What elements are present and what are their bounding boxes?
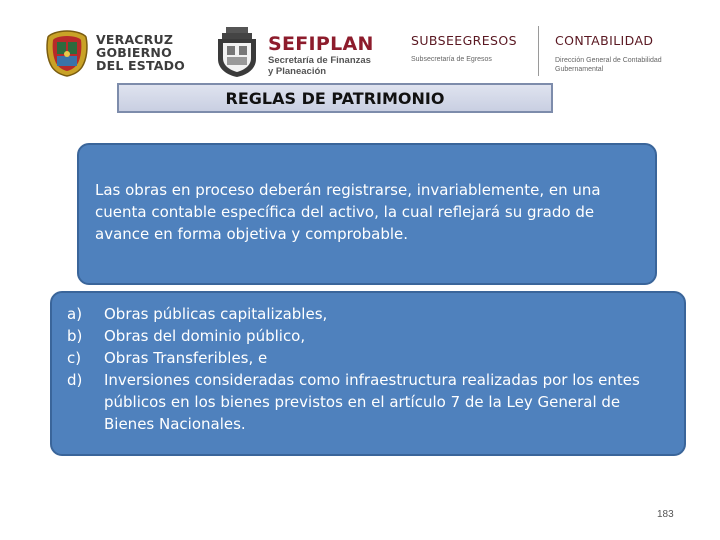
subseegresos-title: SUBSEEGRESOS <box>411 33 517 48</box>
sefiplan-subtitle <box>268 56 371 77</box>
list-item <box>67 369 668 435</box>
page-title: REGLAS DE PATRIMONIO <box>117 83 553 113</box>
veracruz-shield-logo <box>44 29 90 77</box>
sefiplan-shield-logo <box>212 25 262 79</box>
veracruz-line1: VERACRUZ <box>96 32 174 47</box>
subseegresos-subtitle: Subsecretaría de Egresos <box>411 56 492 63</box>
list-marker: c) <box>67 349 82 367</box>
contabilidad-sub-line1: Dirección General de Contabilidad <box>555 57 662 64</box>
list-marker: b) <box>67 327 83 345</box>
contabilidad-sub-line2: Gubernamental <box>555 66 604 73</box>
list-marker: d) <box>67 371 83 389</box>
list-item-text: Obras Transferibles, e <box>104 349 268 367</box>
list-item-text: Obras del dominio público, <box>104 327 306 345</box>
sefiplan-sub-line1: Secretaría de Finanzas <box>268 55 371 66</box>
sefiplan-name: SEFIPLAN <box>268 33 374 55</box>
sefiplan-sub-line2: y Planeación <box>268 65 327 77</box>
list-item-text: Obras públicas capitalizables, <box>104 305 328 323</box>
contabilidad-subtitle <box>555 56 662 74</box>
list-marker: a) <box>67 305 83 323</box>
page-number: 183 <box>657 509 674 520</box>
contabilidad-title: CONTABILIDAD <box>555 33 654 48</box>
veracruz-line2: GOBIERNO <box>96 45 172 60</box>
list-item <box>67 303 668 325</box>
list-item-text: Inversiones consideradas como infraestructura realizadas por los entes públicos en los bienes previstos en el artículo 7 de la Ley General de Bienes Nacionales. <box>104 371 640 433</box>
list-item <box>67 347 668 369</box>
veracruz-wordmark <box>96 33 185 72</box>
rule-statement-box <box>77 143 657 285</box>
veracruz-line3: DEL ESTADO <box>96 58 186 73</box>
list-item <box>67 325 668 347</box>
rule-statement-text: Las obras en proceso deberán registrarse, invariablemente, en una cuenta contable específica del activo, la cual reflejará su grado de avance en forma objetiva y comprobable. <box>95 181 601 243</box>
works-list-box <box>50 291 686 456</box>
header-divider <box>538 26 539 76</box>
